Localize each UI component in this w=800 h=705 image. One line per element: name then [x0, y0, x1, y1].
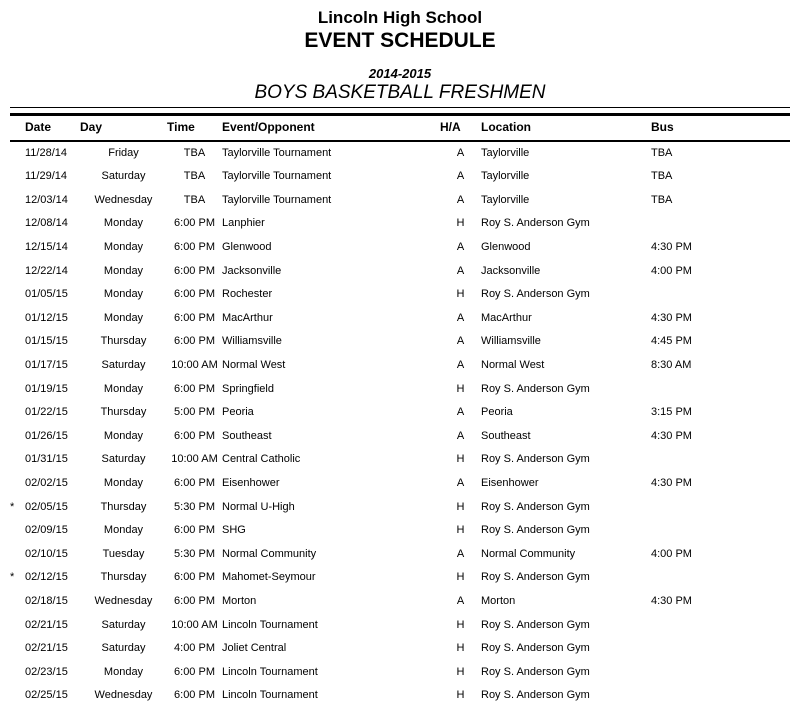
cell-ha: A	[456, 193, 465, 206]
cell-event: Springfield	[222, 382, 274, 395]
header-row	[10, 116, 790, 141]
table-row	[10, 518, 790, 542]
cell-event: Lanphier	[222, 217, 265, 230]
table-row	[10, 448, 790, 472]
cell-ha: A	[456, 311, 465, 324]
table-row	[10, 306, 790, 330]
column-header-day: Day	[80, 116, 167, 141]
cell-star	[10, 377, 25, 401]
cell-bus: 4:00 PM	[651, 264, 692, 277]
cell-date: 11/28/14	[25, 147, 68, 160]
cell-event: Joliet Central	[222, 642, 287, 655]
cell-event: Normal U-High	[222, 500, 295, 513]
cell-ha: A	[456, 406, 465, 419]
schedule-table	[10, 116, 790, 705]
cell-ha: H	[456, 500, 465, 513]
cell-bus	[651, 448, 790, 472]
column-header-ha: H/A	[440, 116, 481, 141]
cell-time: 6:00 PM	[174, 217, 215, 230]
cell-location: Roy S. Anderson Gym	[481, 665, 590, 678]
cell-event: Southeast	[222, 429, 272, 442]
column-header-location: Location	[481, 116, 651, 141]
cell-day: Tuesday	[102, 547, 145, 560]
cell-bus: 4:00 PM	[651, 547, 692, 560]
cell-location: Taylorville	[481, 170, 530, 183]
column-header-star	[10, 116, 25, 141]
cell-bus: TBA	[651, 170, 673, 183]
document-header	[10, 7, 790, 104]
cell-day: Friday	[108, 147, 139, 160]
cell-location: Roy S. Anderson Gym	[481, 453, 590, 466]
cell-star	[10, 330, 25, 354]
cell-time: 6:00 PM	[174, 594, 215, 607]
cell-event: Eisenhower	[222, 476, 280, 489]
cell-ha: H	[456, 665, 465, 678]
cell-event: Taylorville Tournament	[222, 147, 332, 160]
table-row	[10, 141, 790, 165]
table-row	[10, 684, 790, 705]
cell-ha: A	[456, 359, 465, 372]
cell-bus: TBA	[651, 193, 673, 206]
cell-ha: H	[456, 382, 465, 395]
table-row	[10, 164, 790, 188]
cell-bus	[651, 684, 790, 705]
cell-location: Eisenhower	[481, 476, 539, 489]
cell-time: 6:00 PM	[174, 524, 215, 537]
cell-day: Monday	[103, 311, 144, 324]
table-row	[10, 566, 790, 590]
cell-location: Taylorville	[481, 147, 530, 160]
cell-bus: 4:45 PM	[651, 335, 692, 348]
cell-star	[10, 471, 25, 495]
cell-location: Roy S. Anderson Gym	[481, 618, 590, 631]
cell-ha: A	[456, 594, 465, 607]
cell-day: Wednesday	[94, 689, 153, 702]
document-title: EVENT SCHEDULE	[304, 29, 496, 53]
cell-star	[10, 235, 25, 259]
column-header-bus: Bus	[651, 116, 790, 141]
cell-location: Williamsville	[481, 335, 541, 348]
cell-location: Roy S. Anderson Gym	[481, 642, 590, 655]
cell-time: 6:00 PM	[174, 335, 215, 348]
cell-star: *	[10, 571, 15, 584]
cell-time: 6:00 PM	[174, 665, 215, 678]
cell-time: TBA	[183, 147, 206, 160]
cell-date: 02/05/15	[25, 500, 68, 513]
cell-time: 6:00 PM	[174, 311, 215, 324]
table-row	[10, 282, 790, 306]
cell-time: TBA	[183, 193, 206, 206]
cell-ha: A	[456, 170, 465, 183]
cell-event: Taylorville Tournament	[222, 170, 332, 183]
cell-bus	[651, 660, 790, 684]
cell-event: MacArthur	[222, 311, 273, 324]
cell-star	[10, 164, 25, 188]
cell-star	[10, 684, 25, 705]
cell-time: 6:00 PM	[174, 429, 215, 442]
cell-date: 01/05/15	[25, 288, 68, 301]
cell-bus: 4:30 PM	[651, 594, 692, 607]
cell-ha: H	[456, 288, 465, 301]
cell-day: Monday	[103, 241, 144, 254]
cell-star	[10, 660, 25, 684]
table-body	[10, 141, 790, 705]
cell-location: Roy S. Anderson Gym	[481, 571, 590, 584]
cell-location: MacArthur	[481, 311, 532, 324]
cell-bus: 4:30 PM	[651, 476, 692, 489]
cell-date: 02/18/15	[25, 594, 68, 607]
cell-ha: A	[456, 476, 465, 489]
cell-time: 5:30 PM	[174, 547, 215, 560]
cell-ha: A	[456, 241, 465, 254]
cell-time: 6:00 PM	[174, 382, 215, 395]
table-row	[10, 471, 790, 495]
cell-ha: H	[456, 618, 465, 631]
cell-date: 01/15/15	[25, 335, 68, 348]
table-row	[10, 424, 790, 448]
table-row	[10, 235, 790, 259]
cell-event: Central Catholic	[222, 453, 301, 466]
cell-event: Lincoln Tournament	[222, 689, 318, 702]
cell-event: Williamsville	[222, 335, 282, 348]
cell-ha: A	[456, 547, 465, 560]
column-header-date: Date	[25, 116, 80, 141]
table-row	[10, 589, 790, 613]
cell-bus	[651, 495, 790, 519]
cell-day: Monday	[103, 524, 144, 537]
cell-ha: H	[456, 642, 465, 655]
cell-day: Thursday	[100, 335, 147, 348]
cell-bus: 8:30 AM	[651, 359, 692, 372]
cell-day: Saturday	[101, 618, 146, 631]
table-row	[10, 542, 790, 566]
cell-location: Roy S. Anderson Gym	[481, 500, 590, 513]
team-label: BOYS BASKETBALL FRESHMEN	[254, 82, 546, 104]
cell-date: 02/02/15	[25, 476, 68, 489]
cell-bus: 4:30 PM	[651, 429, 692, 442]
cell-star	[10, 353, 25, 377]
cell-event: Rochester	[222, 288, 273, 301]
cell-day: Monday	[103, 382, 144, 395]
divider-thin	[10, 107, 790, 108]
cell-day: Wednesday	[94, 594, 153, 607]
cell-event: Peoria	[222, 406, 254, 419]
cell-bus	[651, 636, 790, 660]
table-row	[10, 353, 790, 377]
cell-star	[10, 212, 25, 236]
cell-event: Jacksonville	[222, 264, 282, 277]
cell-day: Monday	[103, 288, 144, 301]
cell-ha: H	[456, 571, 465, 584]
column-header-time: Time	[167, 116, 222, 141]
cell-bus	[651, 282, 790, 306]
cell-star	[10, 636, 25, 660]
cell-location: Normal West	[481, 359, 545, 372]
cell-day: Saturday	[101, 453, 146, 466]
table-row	[10, 613, 790, 637]
cell-star	[10, 259, 25, 283]
cell-location: Glenwood	[481, 241, 531, 254]
cell-ha: A	[456, 147, 465, 160]
cell-day: Saturday	[101, 170, 146, 183]
cell-bus: 4:30 PM	[651, 241, 692, 254]
cell-time: 10:00 AM	[171, 453, 218, 466]
cell-day: Monday	[103, 429, 144, 442]
cell-date: 12/08/14	[25, 217, 68, 230]
cell-bus	[651, 212, 790, 236]
cell-bus: 4:30 PM	[651, 311, 692, 324]
season-label: 2014-2015	[368, 66, 432, 82]
cell-day: Wednesday	[94, 193, 153, 206]
cell-bus: 3:15 PM	[651, 406, 692, 419]
cell-date: 01/17/15	[25, 359, 68, 372]
cell-date: 12/03/14	[25, 193, 68, 206]
cell-star	[10, 542, 25, 566]
cell-star	[10, 400, 25, 424]
table-row	[10, 495, 790, 519]
cell-ha: H	[456, 453, 465, 466]
cell-event: Morton	[222, 594, 257, 607]
cell-event: Normal Community	[222, 547, 317, 560]
cell-bus	[651, 613, 790, 637]
table-header	[10, 116, 790, 141]
cell-date: 12/22/14	[25, 264, 68, 277]
cell-date: 01/26/15	[25, 429, 68, 442]
cell-location: Roy S. Anderson Gym	[481, 382, 590, 395]
cell-date: 01/31/15	[25, 453, 68, 466]
cell-bus	[651, 518, 790, 542]
cell-date: 02/21/15	[25, 618, 68, 631]
cell-day: Saturday	[101, 642, 146, 655]
cell-location: Roy S. Anderson Gym	[481, 288, 590, 301]
cell-star	[10, 188, 25, 212]
cell-star	[10, 141, 25, 165]
table-row	[10, 636, 790, 660]
column-header-event: Event/Opponent	[222, 116, 440, 141]
table-row	[10, 660, 790, 684]
cell-date: 01/12/15	[25, 311, 68, 324]
cell-event: Normal West	[222, 359, 286, 372]
cell-date: 01/22/15	[25, 406, 68, 419]
cell-location: Roy S. Anderson Gym	[481, 217, 590, 230]
cell-time: 6:00 PM	[174, 288, 215, 301]
cell-star	[10, 306, 25, 330]
cell-time: 10:00 AM	[171, 359, 218, 372]
table-row	[10, 212, 790, 236]
cell-star	[10, 424, 25, 448]
cell-date: 02/12/15	[25, 571, 68, 584]
cell-location: Southeast	[481, 429, 531, 442]
cell-location: Taylorville	[481, 193, 530, 206]
cell-location: Peoria	[481, 406, 513, 419]
cell-day: Monday	[103, 476, 144, 489]
cell-date: 02/25/15	[25, 689, 68, 702]
cell-ha: A	[456, 429, 465, 442]
cell-star	[10, 448, 25, 472]
cell-ha: H	[456, 524, 465, 537]
table-row	[10, 188, 790, 212]
table-row	[10, 377, 790, 401]
cell-time: 6:00 PM	[174, 571, 215, 584]
cell-time: 6:00 PM	[174, 241, 215, 254]
cell-event: Mahomet-Seymour	[222, 571, 316, 584]
cell-date: 02/10/15	[25, 547, 68, 560]
cell-time: 6:00 PM	[174, 476, 215, 489]
cell-star	[10, 613, 25, 637]
cell-day: Monday	[103, 665, 144, 678]
cell-time: 10:00 AM	[171, 618, 218, 631]
cell-day: Thursday	[100, 406, 147, 419]
cell-event: Taylorville Tournament	[222, 193, 332, 206]
cell-bus: TBA	[651, 147, 673, 160]
cell-date: 02/21/15	[25, 642, 68, 655]
cell-date: 02/23/15	[25, 665, 68, 678]
cell-bus	[651, 377, 790, 401]
cell-day: Monday	[103, 264, 144, 277]
table-row	[10, 330, 790, 354]
cell-event: Lincoln Tournament	[222, 618, 318, 631]
cell-time: 5:00 PM	[174, 406, 215, 419]
cell-ha: H	[456, 217, 465, 230]
cell-day: Monday	[103, 217, 144, 230]
cell-day: Thursday	[100, 500, 147, 513]
cell-day: Thursday	[100, 571, 147, 584]
cell-event: SHG	[222, 524, 246, 537]
cell-time: 6:00 PM	[174, 264, 215, 277]
cell-date: 12/15/14	[25, 241, 68, 254]
cell-location: Roy S. Anderson Gym	[481, 689, 590, 702]
cell-time: 4:00 PM	[174, 642, 215, 655]
cell-time: 6:00 PM	[174, 689, 215, 702]
cell-location: Normal Community	[481, 547, 576, 560]
cell-ha: H	[456, 689, 465, 702]
cell-time: TBA	[183, 170, 206, 183]
cell-star	[10, 518, 25, 542]
school-name: Lincoln High School	[317, 8, 483, 27]
cell-star	[10, 282, 25, 306]
table-row	[10, 400, 790, 424]
cell-location: Roy S. Anderson Gym	[481, 524, 590, 537]
cell-day: Saturday	[101, 359, 146, 372]
cell-date: 02/09/15	[25, 524, 68, 537]
cell-location: Jacksonville	[481, 264, 541, 277]
cell-date: 11/29/14	[25, 170, 68, 183]
cell-ha: A	[456, 264, 465, 277]
cell-star: *	[10, 500, 15, 513]
cell-event: Lincoln Tournament	[222, 665, 318, 678]
cell-bus	[651, 566, 790, 590]
table-row	[10, 259, 790, 283]
cell-event: Glenwood	[222, 241, 272, 254]
cell-location: Morton	[481, 594, 516, 607]
cell-time: 5:30 PM	[174, 500, 215, 513]
cell-ha: A	[456, 335, 465, 348]
cell-date: 01/19/15	[25, 382, 68, 395]
cell-star	[10, 589, 25, 613]
